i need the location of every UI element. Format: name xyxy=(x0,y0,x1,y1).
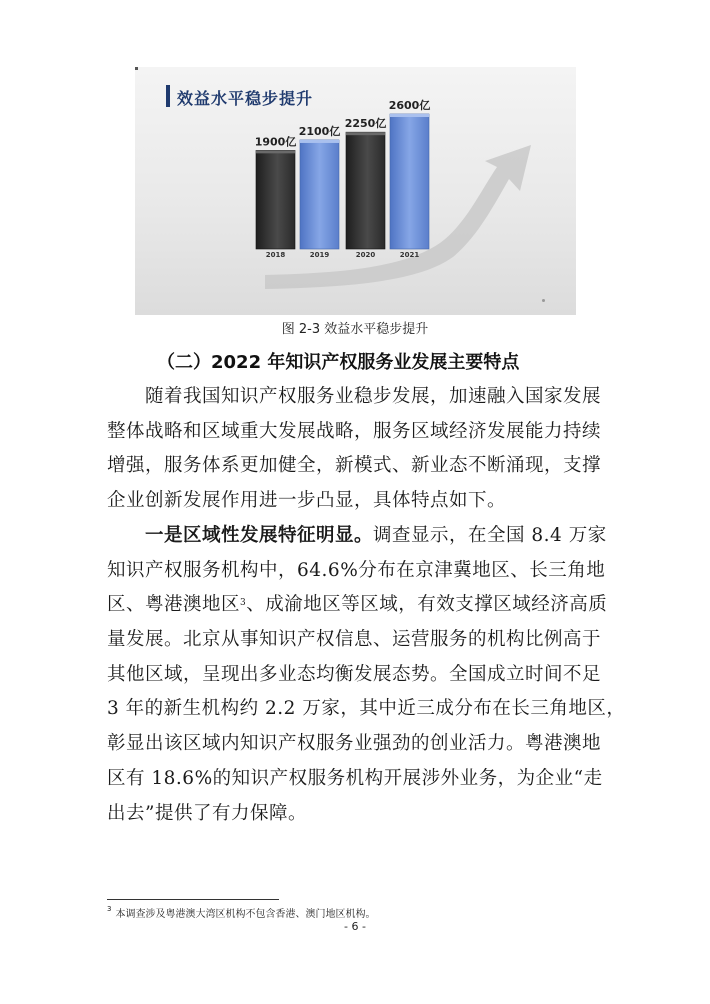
bar-top-highlight xyxy=(300,140,339,143)
intro-paragraph xyxy=(107,380,607,519)
bar-2020 xyxy=(346,132,385,249)
paragraph-line: 随着我国知识产权服务业稳步发展，加速融入国家发展 xyxy=(145,386,602,407)
category-tick-label: 2021 xyxy=(399,251,420,259)
line-text: 区、粤港澳地区 xyxy=(107,594,241,616)
paragraph-line: 区有 18.6%的知识产权服务机构开展涉外业务，为企业“走 xyxy=(107,767,603,789)
data-label: 2600亿 xyxy=(388,99,431,112)
bar-2018 xyxy=(256,150,295,249)
footnote-reference[interactable]: 3 xyxy=(240,598,247,609)
figure-caption: 图 2-3 效益水平稳步提升 xyxy=(281,322,429,337)
paragraph-line: 企业创新发展作用进一步凸显，具体特点如下。 xyxy=(107,490,507,512)
footnote-divider xyxy=(107,899,279,900)
figure-panel xyxy=(135,67,576,315)
bar-2019 xyxy=(300,140,339,249)
line-text: 调查显示，在全国 8.4 万家 xyxy=(373,525,607,546)
bar-2021 xyxy=(390,114,429,249)
category-tick-label: 2019 xyxy=(309,251,330,259)
paragraph-line: 其他区域，呈现出多业态均衡发展态势。全国成立时间不足 xyxy=(107,663,602,685)
paragraph-line xyxy=(107,588,607,623)
paragraph-line: 增强，服务体系更加健全，新模式、新业态不断涌现，支撑 xyxy=(107,455,602,477)
page-number: - 6 - xyxy=(344,920,366,933)
bar-top-highlight xyxy=(256,150,295,153)
paragraph-line: 出去”提供了有力保障。 xyxy=(107,802,307,824)
paragraph-line: 彰显出该区域内知识产权服务业强劲的创业活力。粤港澳地 xyxy=(107,733,602,755)
footnote-text: 本调查涉及粤港澳大湾区机构不包含香港、澳门地区机构。 xyxy=(115,909,376,920)
decorative-dot xyxy=(542,299,545,302)
paragraph-line: 3 年的新生机构约 2.2 万家，其中近三成分布在长三角地区， xyxy=(107,698,626,720)
bar-chart xyxy=(135,67,576,315)
bold-lead-sentence: 一是区域性发展特征明显。 xyxy=(145,525,374,546)
footnote xyxy=(107,905,375,920)
section-heading: （二）2022 年知识产权服务业发展主要特点 xyxy=(157,352,520,373)
bar-top-highlight xyxy=(346,132,385,135)
paragraph-line xyxy=(107,519,607,554)
data-label: 2250亿 xyxy=(344,117,387,131)
bar-top-highlight xyxy=(390,114,429,117)
data-label: 2100亿 xyxy=(298,124,341,138)
paragraph-line: 量发展。北京从事知识产权信息、运营服务的机构比例高于 xyxy=(107,629,602,651)
category-tick-label: 2020 xyxy=(355,251,376,259)
paragraph-line: 知识产权服务机构中，64.6%分布在京津冀地区、长三角地 xyxy=(107,559,606,581)
footnote-mark: 3 xyxy=(107,905,112,913)
data-label: 1900亿 xyxy=(254,135,297,149)
regional-features-paragraph xyxy=(107,519,626,831)
line-text: 、成渝地区等区域，有效支撑区域经济高质 xyxy=(246,594,608,616)
category-tick-label: 2018 xyxy=(265,251,286,259)
paragraph-line: 整体战略和区域重大发展战略，服务区域经济发展能力持续 xyxy=(107,420,602,442)
chart-title: 效益水平稳步提升 xyxy=(177,89,314,108)
